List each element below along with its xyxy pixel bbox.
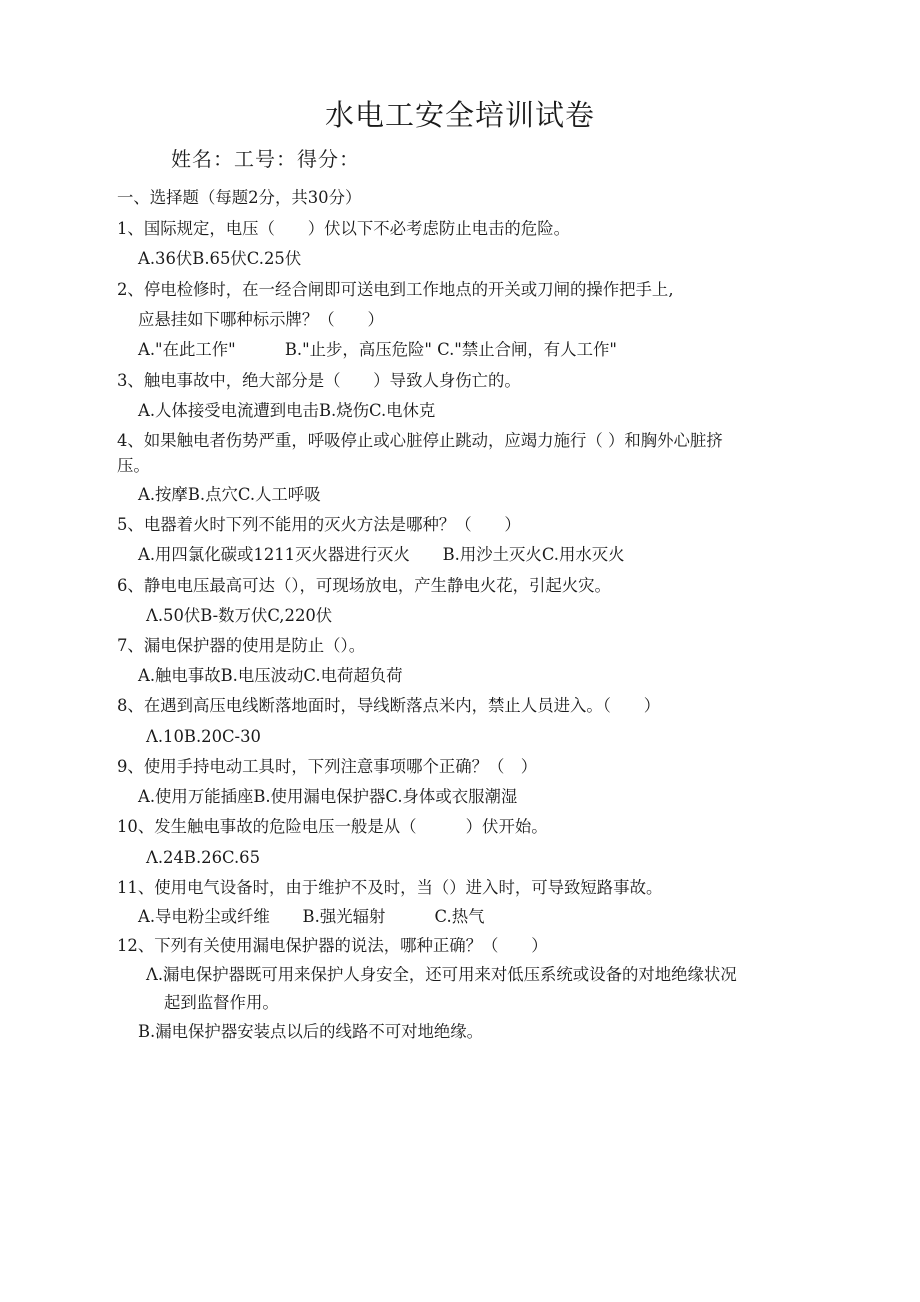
question-3-options: A.人体接受电流遭到电击B.烧伤C.电休克: [138, 401, 436, 420]
question-11-options: A.导电粉尘或纤维 B.强光辐射 C.热气: [138, 907, 485, 926]
question-6-options: Λ.50伏B-数万伏C,220伏: [146, 606, 333, 625]
question-2-options: A."在此工作" B."止步，高压危险" C."禁止合闸，有人工作": [138, 340, 617, 359]
question-7-options: A.触电事故B.电压波动C.电荷超负荷: [138, 666, 403, 685]
question-5: 5、电器着火时下列不能用的灭火方法是哪种？（ ）: [117, 515, 521, 534]
question-4-options: A.按摩B.点穴C.人工呼吸: [138, 485, 321, 504]
question-1: 1、国际规定，电压（ ）伏以下不必考虑防止电击的危险。: [117, 219, 570, 238]
question-7: 7、漏电保护器的使用是防止（）。: [117, 636, 366, 655]
question-12-option-a: Λ.漏电保护器既可用来保护人身安全，还可用来对低压系统或设备的对地绝缘状况: [146, 965, 737, 984]
question-12-option-b: B.漏电保护器安装点以后的线路不可对地绝缘。: [138, 1022, 484, 1041]
question-9-options: A.使用万能插座B.使用漏电保护器C.身体或衣服潮湿: [138, 787, 518, 806]
question-11: 11、使用电气设备时，由于维护不及时，当（）进入时，可导致短路事故。: [117, 878, 663, 897]
question-9: 9、使用手持电动工具时，下列注意事项哪个正确？（ ）: [117, 757, 538, 776]
question-2-continuation: 应悬挂如下哪种标示牌？（ ）: [138, 310, 384, 329]
question-4-continuation: 压。: [117, 456, 150, 475]
question-5-options: A.用四氯化碳或1211灭火器进行灭火 B.用沙土灭火C.用水灭火: [138, 545, 625, 564]
exam-title: 水电工安全培训试卷: [324, 98, 595, 132]
question-12-option-a-continuation: 起到监督作用。: [164, 993, 279, 1012]
question-2: 2、停电检修时，在一经合闸即可送电到工作地点的开关或刀闸的操作把手上,: [117, 280, 674, 299]
question-3: 3、触电事故中，绝大部分是（ ）导致人身伤亡的。: [117, 371, 521, 390]
question-10: 10、发生触电事故的危险电压一般是从（ ）伏开始。: [117, 817, 548, 836]
section-heading: 一、选择题（每题2分，共30分）: [117, 188, 362, 207]
question-8-options: Λ.10B.20C-30: [146, 727, 261, 746]
question-10-options: Λ.24B.26C.65: [146, 848, 261, 867]
student-info-line: 姓名：工号：得分：: [171, 147, 360, 171]
question-8: 8、在遇到高压电线断落地面时，导线断落点米内，禁止人员进入。（ ）: [117, 696, 661, 715]
question-12: 12、下列有关使用漏电保护器的说法，哪种正确？（ ）: [117, 936, 548, 955]
question-4: 4、如果触电者伤势严重，呼吸停止或心脏停止跳动，应竭力施行（ ）和胸外心脏挤: [117, 431, 723, 450]
question-6: 6、静电电压最高可达（），可现场放电，产生静电火花，引起火灾。: [117, 576, 611, 595]
question-1-options: A.36伏B.65伏C.25伏: [138, 249, 302, 268]
